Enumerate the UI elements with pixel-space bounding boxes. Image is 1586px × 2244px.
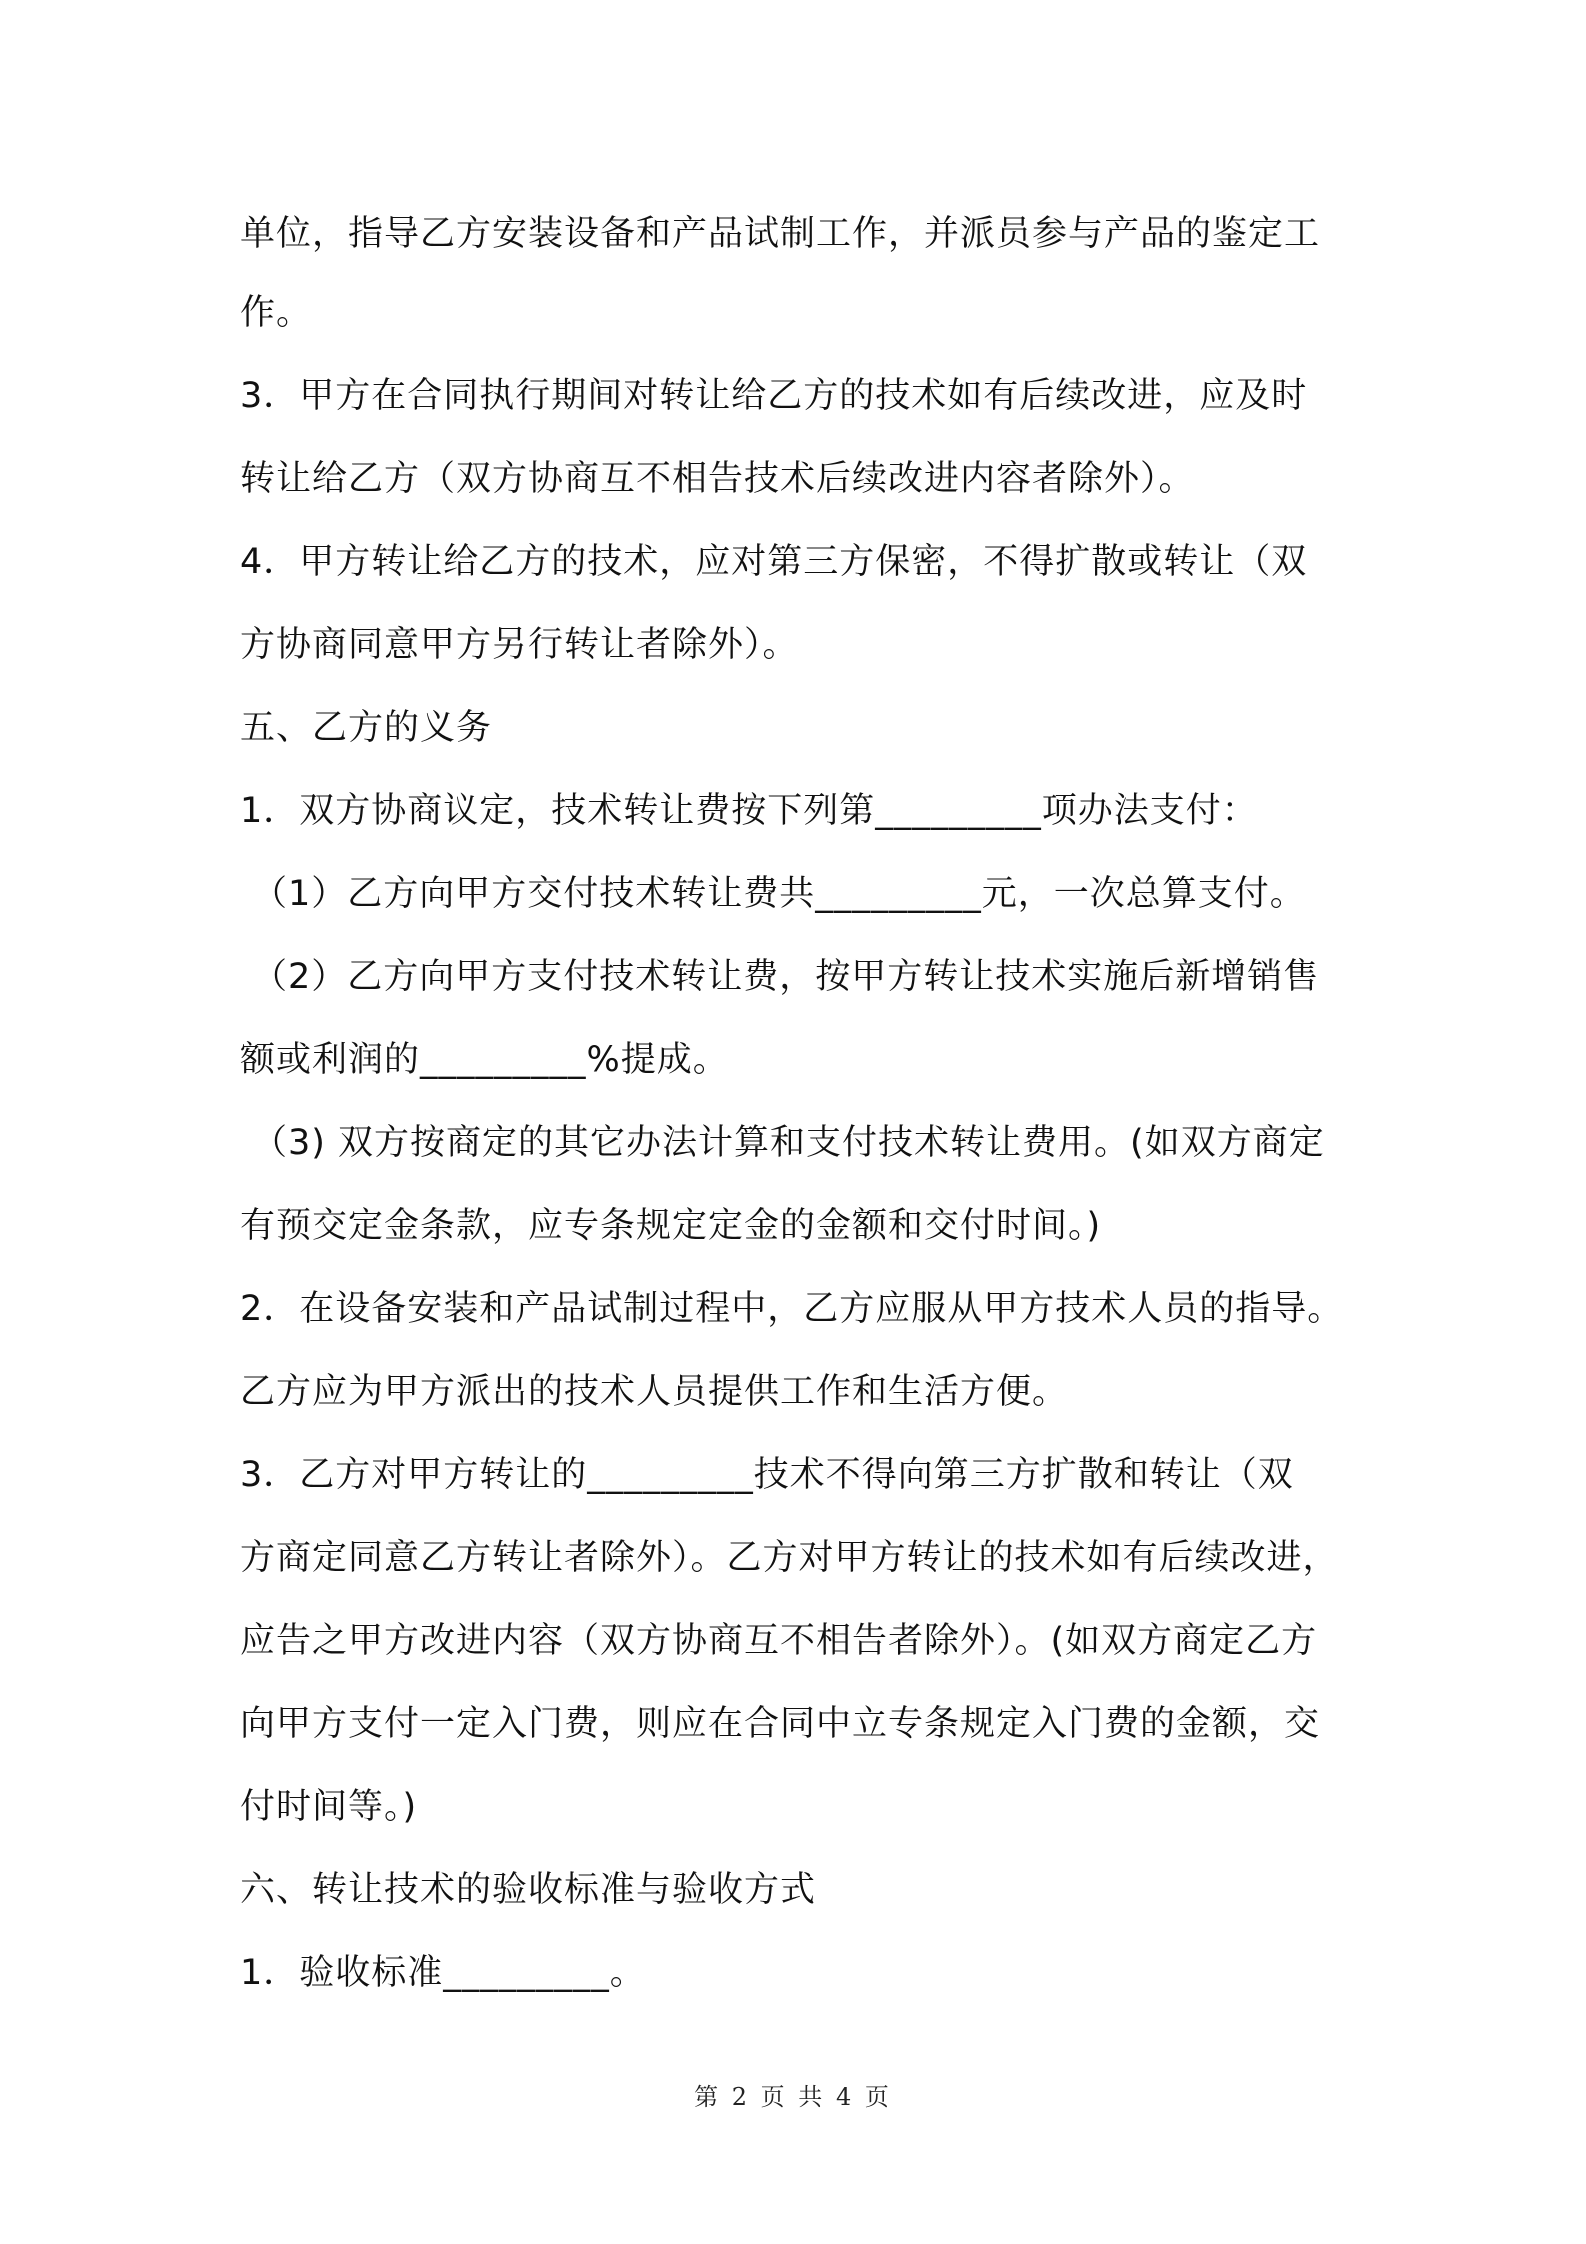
text-line: 作。 <box>240 293 313 333</box>
text-line: 额或利润的_________%提成。 <box>240 1040 729 1080</box>
text-line: 3．甲方在合同执行期间对转让给乙方的技术如有后续改进，应及时 <box>240 376 1308 416</box>
text-line: 有预交定金条款，应专条规定定金的金额和交付时间。) <box>240 1206 1102 1246</box>
text-line: 3．乙方对甲方转让的_________技术不得向第三方扩散和转让（双 <box>240 1455 1294 1495</box>
section-heading: 六、转让技术的验收标准与验收方式 <box>240 1870 817 1910</box>
section-heading: 五、乙方的义务 <box>240 708 493 748</box>
page-number-footer: 第 2 页 共 4 页 <box>694 2083 892 2111</box>
text-line: （1）乙方向甲方交付技术转让费共_________元，一次总算支付。 <box>252 874 1306 914</box>
text-line: 应告之甲方改进内容（双方协商互不相告者除外）。(如双方商定乙方 <box>240 1621 1318 1661</box>
text-line: 方商定同意乙方转让者除外）。乙方对甲方转让的技术如有后续改进， <box>240 1538 1339 1578</box>
text-line: 1．双方协商议定，技术转让费按下列第_________项办法支付： <box>240 791 1258 831</box>
text-line: 方协商同意甲方另行转让者除外）。 <box>240 625 799 665</box>
text-line: 乙方应为甲方派出的技术人员提供工作和生活方便。 <box>240 1372 1069 1412</box>
text-line: 1．验收标准_________。 <box>240 1953 646 1993</box>
text-line: （2）乙方向甲方支付技术转让费，按甲方转让技术实施后新增销售 <box>252 957 1320 997</box>
text-line: 单位，指导乙方安装设备和产品试制工作，并派员参与产品的鉴定工 <box>240 214 1321 254</box>
text-line: 4．甲方转让给乙方的技术，应对第三方保密，不得扩散或转让（双 <box>240 542 1308 582</box>
text-line: 转让给乙方（双方协商互不相告技术后续改进内容者除外）。 <box>240 459 1195 499</box>
text-line: 付时间等。) <box>240 1787 418 1827</box>
text-line: （3) 双方按商定的其它办法计算和支付技术转让费用。(如双方商定 <box>252 1123 1325 1163</box>
text-line: 向甲方支付一定入门费，则应在合同中立专条规定入门费的金额，交 <box>240 1704 1321 1744</box>
text-line: 2．在设备安装和产品试制过程中，乙方应服从甲方技术人员的指导。 <box>240 1289 1344 1329</box>
